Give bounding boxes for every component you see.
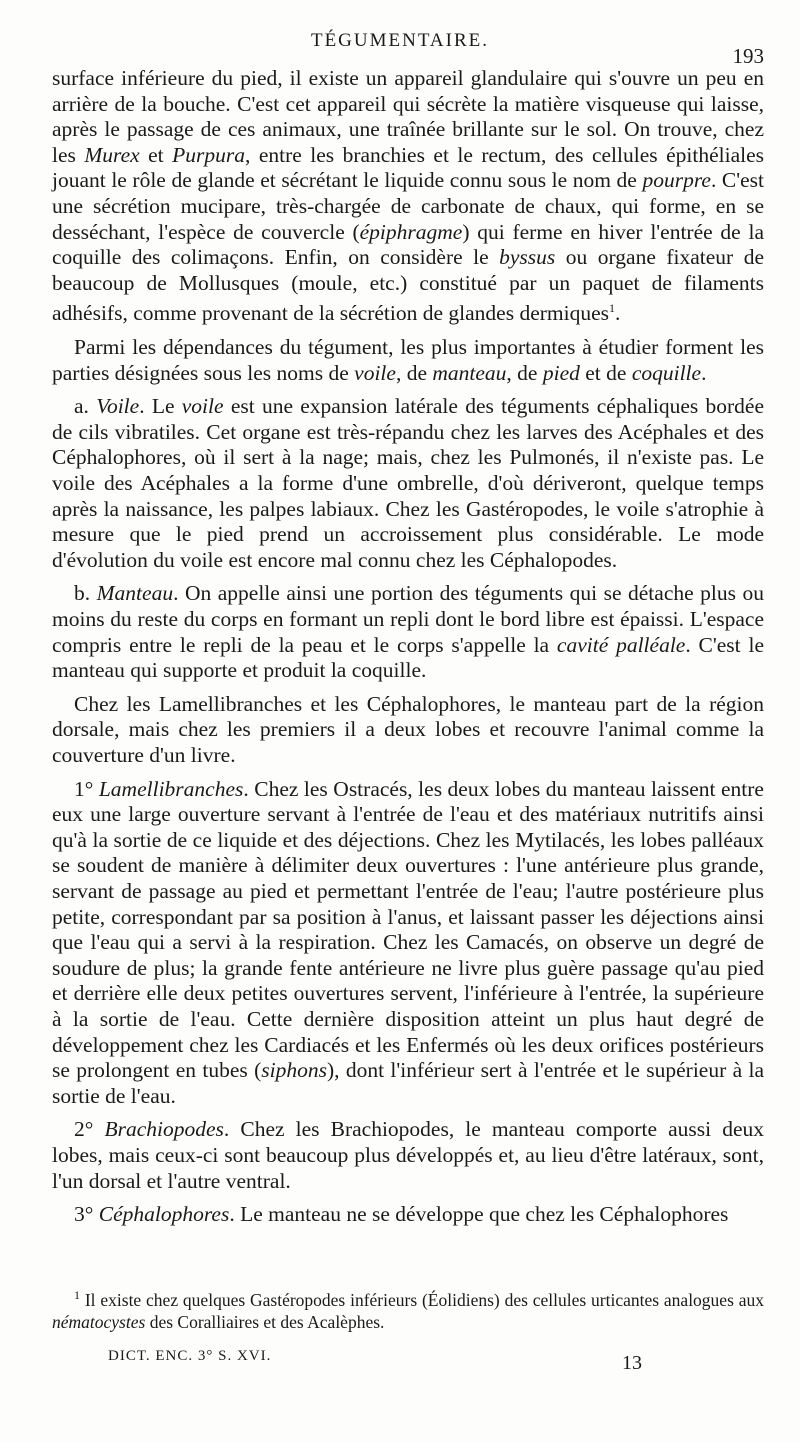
paragraph-cephalophores: 3° Céphalophores. Le manteau ne se développe que chez les Céphalophores xyxy=(74,1202,729,1227)
paragraph-dependances: Parmi les dépendances du tégument, les plus importantes à étudier forment les parties désignées sous les noms de voile, de manteau, de pied et de coquille. xyxy=(52,335,764,385)
paragraph-manteau: b. Manteau. On appelle ainsi une portion des téguments qui se détache plus ou moins du reste du corps en formant un repli dont le bord libre est épaissi. L'espace compris entre le repli de la peau et le corps s'appelle la cavité palléale. C'est le manteau qui supporte et produit la coquille. xyxy=(52,581,765,683)
sheet-number: 13 xyxy=(622,1352,642,1374)
footnote-marker: 1 xyxy=(74,1288,80,1302)
paragraph-lamellibranches: 1° Lamellibranches. Chez les Ostracés, les deux lobes du manteau laissent entre eux une large ouverture servant à l'entrée de l'eau et des matériaux nutritifs ainsi qu'à la sortie de ce liquide et des déjections. Chez les Mytilacés, les lobes palléaux se soudent de manière à délimiter deux ouvertures : l'une antérieure plus grande, servant de passage au pied et permettant l'entrée de l'eau; l'autre postérieure plus petite, correspondant par sa position à l'anus, et laissant passer les déjections ainsi que l'eau qui a servi à la respiration. Chez les Camacés, on observe un degré de soudure de plus; la grande fente antérieure ne livre plus guère passage qu'au pied et derrière elle deux petites ouvertures servent, l'inférieure à l'entrée, la supérieure à la sortie de l'eau. Cette dernière disposition atteint un plus haut degré de développement chez les Cardiacés et les Enfermés où les deux orifices postérieurs se prolongent en tubes (siphons), dont l'inférieur sert à l'entrée et le supérieur à la sortie de l'eau. xyxy=(52,776,764,1108)
footnote-reference[interactable]: 1 xyxy=(609,301,616,316)
paragraph-voile: a. Voile. Le voile est une expansion latérale des téguments céphaliques bordée de cils vibratiles. Cet organe est très-répandu chez les larves des Acéphales et des Céphalophores, où il sert à la nage; mais, chez les Pulmonés, il n'existe pas. Le voile des Acéphales a la forme d'une ombrelle, d'où dériveront, quelque temps après la naissance, les palpes labiaux. Chez les Gastéropodes, le voile s'atrophie à mesure que le pied prend un accroissement plus considérable. Le mode d'évolution du voile est encore mal connu chez les Céphalopodes. xyxy=(52,394,764,572)
paragraph-lamellibranches-intro: Chez les Lamellibranches et les Céphalophores, le manteau part de la région dorsale, mais chez les premiers il a deux lobes et recouvre l'animal comme la couverture d'un livre. xyxy=(52,691,764,767)
footnote: $^1$ Il existe chez quelques Gastéropodes inférieurs (Éolidiens) des cellules urticantes analogues aux nématocystes des Coralliaires et des Acalèphes. xyxy=(52,1288,764,1332)
paragraph-glandes: surface inférieure du pied, il existe un appareil glandulaire qui s'ouvre un peu en arrière de la bouche. C'est cet appareil qui sécrète la matière visqueuse qui laisse, après le passage de ces animaux, une traînée brillante sur le sol. On trouve, chez les Murex et Purpura, entre les branchies et le rectum, des cellules épithéliales jouant le rôle de glande et sécrétant le liquide connu sous le nom de pourpre. C'est une sécrétion mucipare, très-chargée de carbonate de chaux, qui forme, en se desséchant, l'espèce de couvercle (épiphragme) qui ferme en hiver l'entrée de la coquille des colimaçons. Enfin, on considère le byssus ou organe fixateur de beaucoup de Mollusques (moule, etc.) constitué par un paquet de filaments adhésifs, comme provenant de la sécrétion de glandes dermiques$^1$. xyxy=(52,66,764,326)
main-text xyxy=(52,66,764,1236)
printer-signature: DICT. ENC. 3° S. XVI. xyxy=(108,1348,272,1364)
page-number: 193 xyxy=(732,44,764,68)
running-title: TÉGUMENTAIRE. xyxy=(310,30,490,51)
paragraph-brachiopodes: 2° Brachiopodes. Chez les Brachiopodes, le manteau comporte aussi deux lobes, mais ceux-ci sont beaucoup plus développés et, au lieu d'être latéraux, sont, l'un dorsal et l'autre ventral. xyxy=(52,1117,764,1193)
